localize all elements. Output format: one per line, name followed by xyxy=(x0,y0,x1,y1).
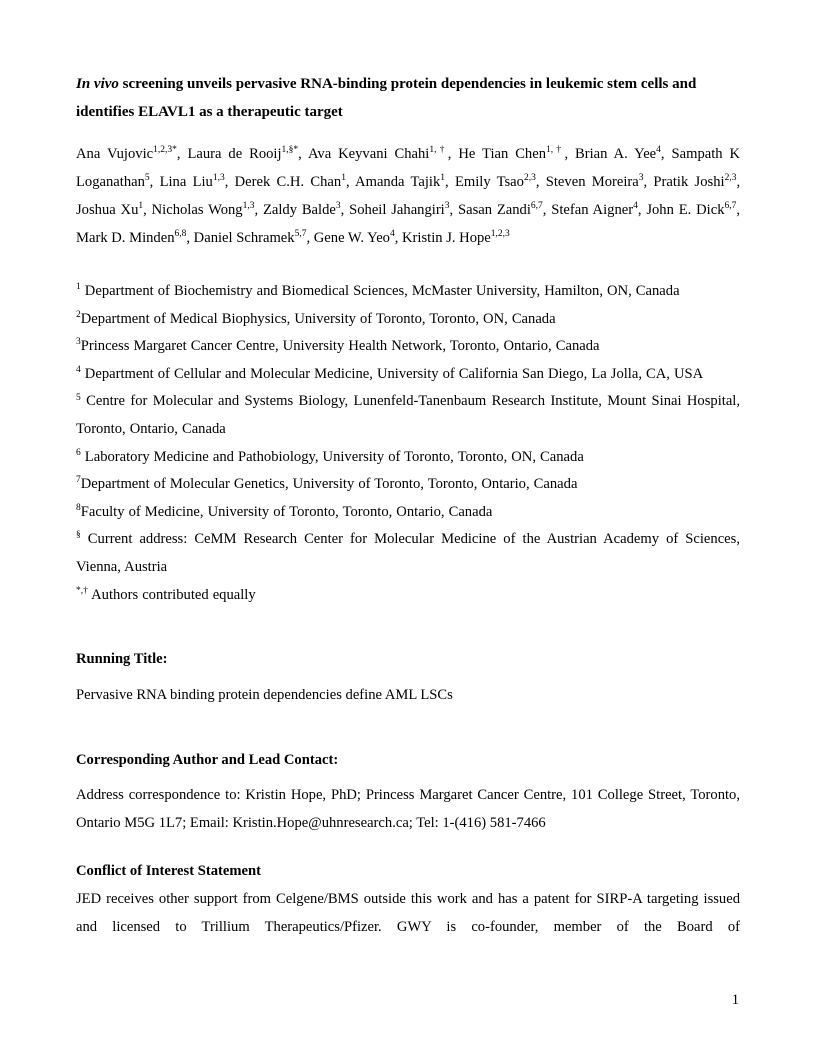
affiliation-item xyxy=(76,444,740,472)
affiliation-text: Department of Cellular and Molecular Medicine, University of California San Diego, La Jolla, CA, USA xyxy=(80,365,704,382)
affiliation-text: Centre for Molecular and Systems Biology, Lunenfeld-Tanenbaum Research Institute, Mount Sinai Hospital, Toronto, Ontario, Canada xyxy=(76,393,740,437)
author-affiliation-mark: 6,7 xyxy=(530,201,543,212)
affiliation-text: Department of Biochemistry and Biomedical Sciences, McMaster University, Hamilton, ON, Canada xyxy=(80,283,680,299)
affiliation-mark: 8 xyxy=(76,502,81,513)
author-affiliation-mark: 4 xyxy=(389,229,395,240)
author-name: Mark D. Minden xyxy=(76,230,175,246)
affiliation-mark: 6 xyxy=(76,447,81,458)
author-affiliation-mark: 6,7 xyxy=(724,201,737,212)
author-affiliation-mark: 1 xyxy=(138,201,144,212)
affiliation-text: Laboratory Medicine and Pathobiology, University of Toronto, Toronto, ON, Canada xyxy=(80,448,584,465)
title-rest: screening unveils pervasive RNA-binding protein dependencies in leukemic stem cells and identifies ELAVL1 as a therapeutic target xyxy=(76,76,697,120)
affiliation-item xyxy=(76,306,740,334)
corresponding-author-text: Address correspondence to: Kristin Hope, PhD; Princess Margaret Cancer Centre, 101 College Street, Toronto, Ontario M5G 1L7; Email: Kristin.Hope@uhnresearch.ca; Tel: 1-(416) 581-7466 xyxy=(76,787,740,832)
author-affiliation-mark: 1,§* xyxy=(281,145,299,156)
affiliation-text: Authors contributed equally xyxy=(87,586,256,603)
author-affiliation-mark: 4 xyxy=(633,201,638,212)
author-name: Pratik Joshi xyxy=(653,174,725,190)
author-affiliation-mark: 5 xyxy=(144,173,150,184)
author-name: He Tian Chen xyxy=(458,146,546,162)
author-name: Amanda Tajik xyxy=(355,174,441,190)
author-name: Stefan Aigner xyxy=(551,202,634,218)
author-affiliation-mark: 2,3 xyxy=(523,173,536,184)
author-affiliation-mark: 6,8 xyxy=(174,229,187,240)
affiliation-mark: *,† xyxy=(76,585,88,596)
author-affiliation-mark: 4 xyxy=(656,145,661,156)
author-name: Emily Tsao xyxy=(454,174,524,190)
author xyxy=(546,174,644,190)
affiliation-mark: 4 xyxy=(76,364,81,375)
affiliation-mark: 2 xyxy=(76,309,81,320)
author xyxy=(455,174,536,190)
affiliation-list xyxy=(76,278,740,609)
author-list: Ana Vujovic$^{1,2,3*}$, Laura de Rooij$^{1,\S*}$, Ava Keyvani Chahi$^{1,\dagger}$, He Tian Chen$^{1,\dagger}$, Brian A. Yee$^4$, Sampath K Loganathan$^5$, Lina Liu$^{1,3}$, Derek C.H. Chan$^1$, Amanda Tajik$^1$, Emily Tsao$^{2,3}$, Steven Moreira$^3$, Pratik Joshi$^{2,3}$, Joshua Xu$^1$, Nicholas Wong$^{1,3}$, Zaldy Balde$^3$, Soheil Jahangiri$^3$, Sasan Zandi$^{6,7}$, Stefan Aigner$^4$, John E. Dick$^{6,7}$, Mark D. Minden$^{6,8}$, Daniel Schramek$^{5,7}$, Gene W. Yeo$^4$, Kristin J. Hope$^{1,2,3}$ xyxy=(76,145,741,246)
author-name: Nicholas Wong xyxy=(151,202,243,218)
conflict-of-interest-heading: Conflict of Interest Statement xyxy=(76,863,261,880)
author xyxy=(235,174,346,190)
author xyxy=(160,174,225,190)
author xyxy=(402,230,510,246)
author-name: Brian A. Yee xyxy=(575,146,657,162)
author xyxy=(575,146,661,162)
author xyxy=(76,230,186,246)
author-name: Derek C.H. Chan xyxy=(234,174,342,190)
author xyxy=(646,202,736,218)
author-affiliation-mark: 1,3 xyxy=(212,173,225,184)
title-italic: In vivo xyxy=(76,76,119,92)
running-title-text: Pervasive RNA binding protein dependencies define AML LSCs xyxy=(76,687,453,704)
author-name: Lina Liu xyxy=(159,174,213,190)
author-name: Ava Keyvani Chahi xyxy=(307,146,430,162)
paper-page xyxy=(76,70,740,941)
author-affiliation-mark: 1,3 xyxy=(242,201,255,212)
affiliation-item xyxy=(76,582,740,610)
affiliation-text: Princess Margaret Cancer Centre, University Health Network, Toronto, Ontario, Canada xyxy=(80,338,600,355)
author-affiliation-mark: 3 xyxy=(638,173,644,184)
author-name: Soheil Jahangiri xyxy=(349,202,445,218)
author-affiliation-mark: 5,7 xyxy=(294,229,307,240)
author-name: Laura de Rooij xyxy=(187,146,282,162)
author-name: Steven Moreira xyxy=(545,174,639,190)
author-name: Kristin J. Hope xyxy=(402,230,491,246)
author xyxy=(458,202,543,218)
affiliation-mark: 7 xyxy=(76,475,81,486)
author xyxy=(308,146,448,162)
affiliation-text: Current address: CeMM Research Center for Molecular Medicine of the Austrian Academy of Sciences, Vienna, Austria xyxy=(76,531,740,575)
affiliation-item xyxy=(76,471,740,499)
affiliation-item xyxy=(76,526,740,581)
affiliation-text: Faculty of Medicine, University of Toronto, Toronto, Ontario, Canada xyxy=(80,503,493,520)
author xyxy=(76,202,143,218)
author-affiliation-mark: 1 xyxy=(341,173,346,184)
affiliation-mark: 3 xyxy=(76,337,81,348)
running-title-heading: Running Title: xyxy=(76,651,168,668)
affiliation-text: Department of Medical Biophysics, University of Toronto, Toronto, ON, Canada xyxy=(80,310,556,327)
paper-title xyxy=(76,70,740,126)
author-affiliation-mark: 1,† xyxy=(429,145,448,156)
affiliation-mark: 1 xyxy=(76,282,81,293)
author xyxy=(458,146,564,162)
affiliation-mark: § xyxy=(76,530,81,541)
author-name: Gene W. Yeo xyxy=(313,230,390,246)
author xyxy=(76,146,177,162)
corresponding-author-heading: Corresponding Author and Lead Contact: xyxy=(76,752,339,769)
author-affiliation-mark: 1,2,3 xyxy=(490,229,510,240)
affiliation-item xyxy=(76,388,740,443)
author-name: John E. Dick xyxy=(646,202,725,218)
affiliation-mark: 5 xyxy=(76,392,81,403)
author xyxy=(355,174,445,190)
author-name: Sasan Zandi xyxy=(457,202,531,218)
author-name: Ana Vujovic xyxy=(76,146,154,162)
conflict-of-interest-text: JED receives other support from Celgene/BMS outside this work and has a patent for SIRP-A targeting issued and licensed to Trillium Therapeutics/Pfizer. GWY is co-founder, member of the Board of xyxy=(76,891,740,936)
affiliation-item xyxy=(76,499,740,527)
author-name: Sampath K Loganathan xyxy=(76,146,741,190)
affiliation-text: Department of Molecular Genetics, University of Toronto, Toronto, Ontario, Canada xyxy=(80,476,578,493)
author xyxy=(152,202,255,218)
author-affiliation-mark: 1,2,3* xyxy=(153,145,177,156)
author-affiliation-mark: 1 xyxy=(440,173,446,184)
affiliation-item xyxy=(76,333,740,361)
affiliation-item xyxy=(76,361,740,389)
page-number: 1 xyxy=(731,992,739,1008)
author xyxy=(314,230,395,246)
author-affiliation-mark: 1,† xyxy=(546,145,565,156)
author xyxy=(653,174,736,190)
author xyxy=(187,146,298,162)
author xyxy=(194,230,307,246)
author xyxy=(263,202,341,218)
author-affiliation-mark: 2,3 xyxy=(724,173,737,184)
author-affiliation-mark: 3 xyxy=(444,201,450,212)
author-name: Daniel Schramek xyxy=(193,230,295,246)
author xyxy=(349,202,449,218)
author xyxy=(551,202,638,218)
author-affiliation-mark: 3 xyxy=(335,201,341,212)
affiliation-item xyxy=(76,278,740,306)
author-name: Zaldy Balde xyxy=(262,202,336,218)
author-name: Joshua Xu xyxy=(76,202,139,218)
